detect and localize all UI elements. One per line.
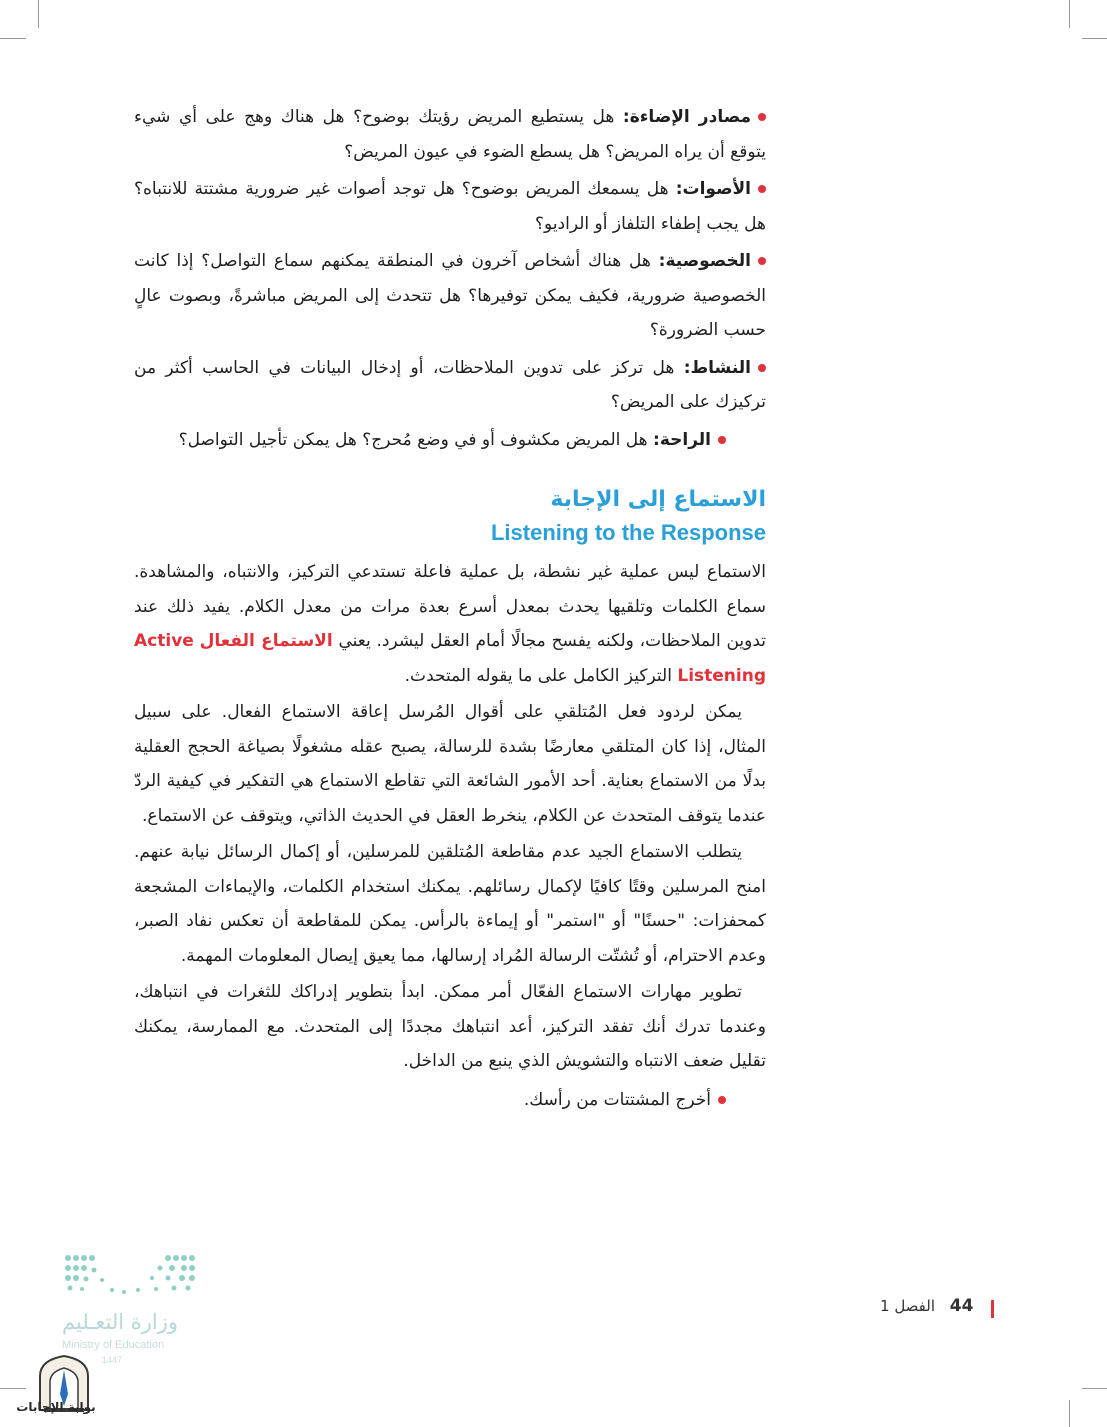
list-item — [134, 172, 766, 241]
section-title-arabic: الاستماع إلى الإجابة — [550, 487, 766, 512]
bullet-dot-icon — [758, 185, 766, 193]
page-number: 44 — [949, 1296, 974, 1316]
term-lighting: مصادر الإضاءة: — [622, 107, 751, 127]
chapter-label: الفصل 1 — [880, 1297, 936, 1315]
bullet-dot-icon — [758, 257, 766, 265]
crop-mark-top-right-h — [1082, 38, 1107, 39]
term-activity: النشاط: — [683, 357, 751, 378]
crop-mark-top-right-v — [1069, 0, 1070, 28]
bullet-dot-icon — [718, 436, 726, 444]
crop-mark-top-left-h — [0, 38, 26, 39]
watermark-label: بوابة الإجابات — [16, 1400, 96, 1414]
paragraph-1-end: التركيز الكامل على ما يقوله المتحدث. — [404, 665, 678, 686]
list-item — [134, 351, 766, 420]
bullet-dot-icon — [718, 1096, 726, 1104]
text-sounds: هل يسمعك المريض بوضوح؟ هل توجد أصوات غير ضرورية مشتتة للانتباه؟ هل يجب إطفاء التلفاز أو الراديو؟ — [134, 179, 766, 234]
list-item — [134, 244, 766, 348]
section-title-english: Listening to the Response — [490, 520, 766, 545]
page-footer — [880, 1296, 973, 1316]
bullet-dot-icon — [758, 364, 766, 372]
crop-mark-bottom-right-v — [1069, 1400, 1070, 1427]
text-activity: هل تركز على تدوين الملاحظات، أو إدخال البيانات في الحاسب أكثر من تركيزك على المريض؟ — [134, 357, 766, 412]
term-privacy: الخصوصية: — [658, 251, 751, 271]
ministry-year: 1447 — [102, 1355, 123, 1365]
text-lighting: هل يستطيع المريض رؤيتك بوضوح؟ هل هناك وهج على أي شيء يتوقع أن يراه المريض؟ هل يسطع الضوء في عيون المريض؟ — [134, 107, 766, 162]
list-item — [134, 100, 766, 169]
ministry-name-english: Ministry of Education — [62, 1339, 165, 1351]
paragraph-3-text: يتطلب الاستماع الجيد عدم مقاطعة المُتلقين للمرسلين، أو إكمال الرسائل نيابة عنهم. امنح المرسلين وقتًا كافيًا لإكمال رسائلهم. يمكنك استخدام الكلمات، والإيماءات المشجعة كمحفزات: "حسنًا" أو "استمر" أو إيماءة بالرأس. يمكن للمقاطعة أن تعكس نفاد الصبر، وعدم الاحترام، أو تُشتّت الرسالة المُراد إرسالها، مما يعيق إيصال المعلومات المهمة. — [134, 842, 766, 966]
term-active-listening-en: Active Listening — [134, 631, 766, 686]
paragraph-4 — [134, 975, 766, 1079]
paragraph-2-text: يمكن لردود فعل المُتلقي على أقوال المُرسل إعاقة الاستماع الفعال. على سبيل المثال، إذا كان المتلقي معارضًا بشدة للرسالة، يصبح عقله مشغولًا بصياغة الحجج العقلية بدلًا من الاستماع بعناية. أحد الأمور الشائعة التي تقاطع الاستماع هي التفكير في كيفية الردّ عندما يتوقف المتحدث عن الكلام، ينخرط العقل في الحديث الذاتي، ويتوقف عن الاستماع. — [134, 702, 766, 826]
paragraph-3 — [134, 835, 766, 973]
paragraph-4-text: تطوير مهارات الاستماع الفعّال أمر ممكن. ابدأ بتطوير إدراكك للثغرات في انتباهك، وعندما تدرك أنك تفقد التركيز، أعد انتباهك مجددًا إلى المتحدث. مع الممارسة، يمكنك تقليل ضعف الانتباه والتشويش الذي ينبع من الداخل. — [134, 982, 766, 1071]
list-item — [134, 423, 726, 458]
bullet-remove-distractions: أخرج المشتتات من رأسك. — [523, 1089, 711, 1110]
term-sounds: الأصوات: — [675, 179, 751, 199]
ministry-name-arabic: وزارة التعـليم — [62, 1310, 179, 1334]
paragraph-2 — [134, 695, 766, 833]
text-comfort: هل المريض مكشوف أو في وضع مُحرج؟ هل يمكن تأجيل التواصل؟ — [178, 429, 654, 450]
considerations-list — [134, 100, 766, 457]
term-comfort: الراحة: — [653, 429, 711, 450]
paragraph-1 — [134, 555, 766, 693]
list-item — [134, 1083, 726, 1118]
page-number-divider — [991, 1300, 994, 1318]
crop-mark-top-left-v — [38, 0, 39, 28]
bullet-dot-icon — [758, 113, 766, 121]
ministry-logo-dots-icon — [60, 1252, 200, 1300]
paragraph-1-text: الاستماع ليس عملية غير نشطة، بل عملية فاعلة تستدعي التركيز، والانتباه، والمشاهدة. سماع الكلمات وتلقيها يحدث بمعدل أسرع بعدة مرات من معدل الكلام. يفيد ذلك عند تدوين الملاحظات، ولكنه يفسح مجالًا أمام العقل ليشرد. يعني — [134, 562, 766, 651]
text-privacy: هل هناك أشخاص آخرون في المنطقة يمكنهم سماع التواصل؟ إذا كانت الخصوصية ضرورية، فكيف يمكن توفيرها؟ هل تتحدث إلى المريض مباشرةً، وبصوت عالٍ حسب الضرورة؟ — [134, 251, 766, 340]
page-content — [134, 100, 766, 1117]
crop-mark-bottom-right-h — [1082, 1388, 1107, 1389]
term-active-listening-ar: الاستماع الفعال — [199, 631, 333, 651]
